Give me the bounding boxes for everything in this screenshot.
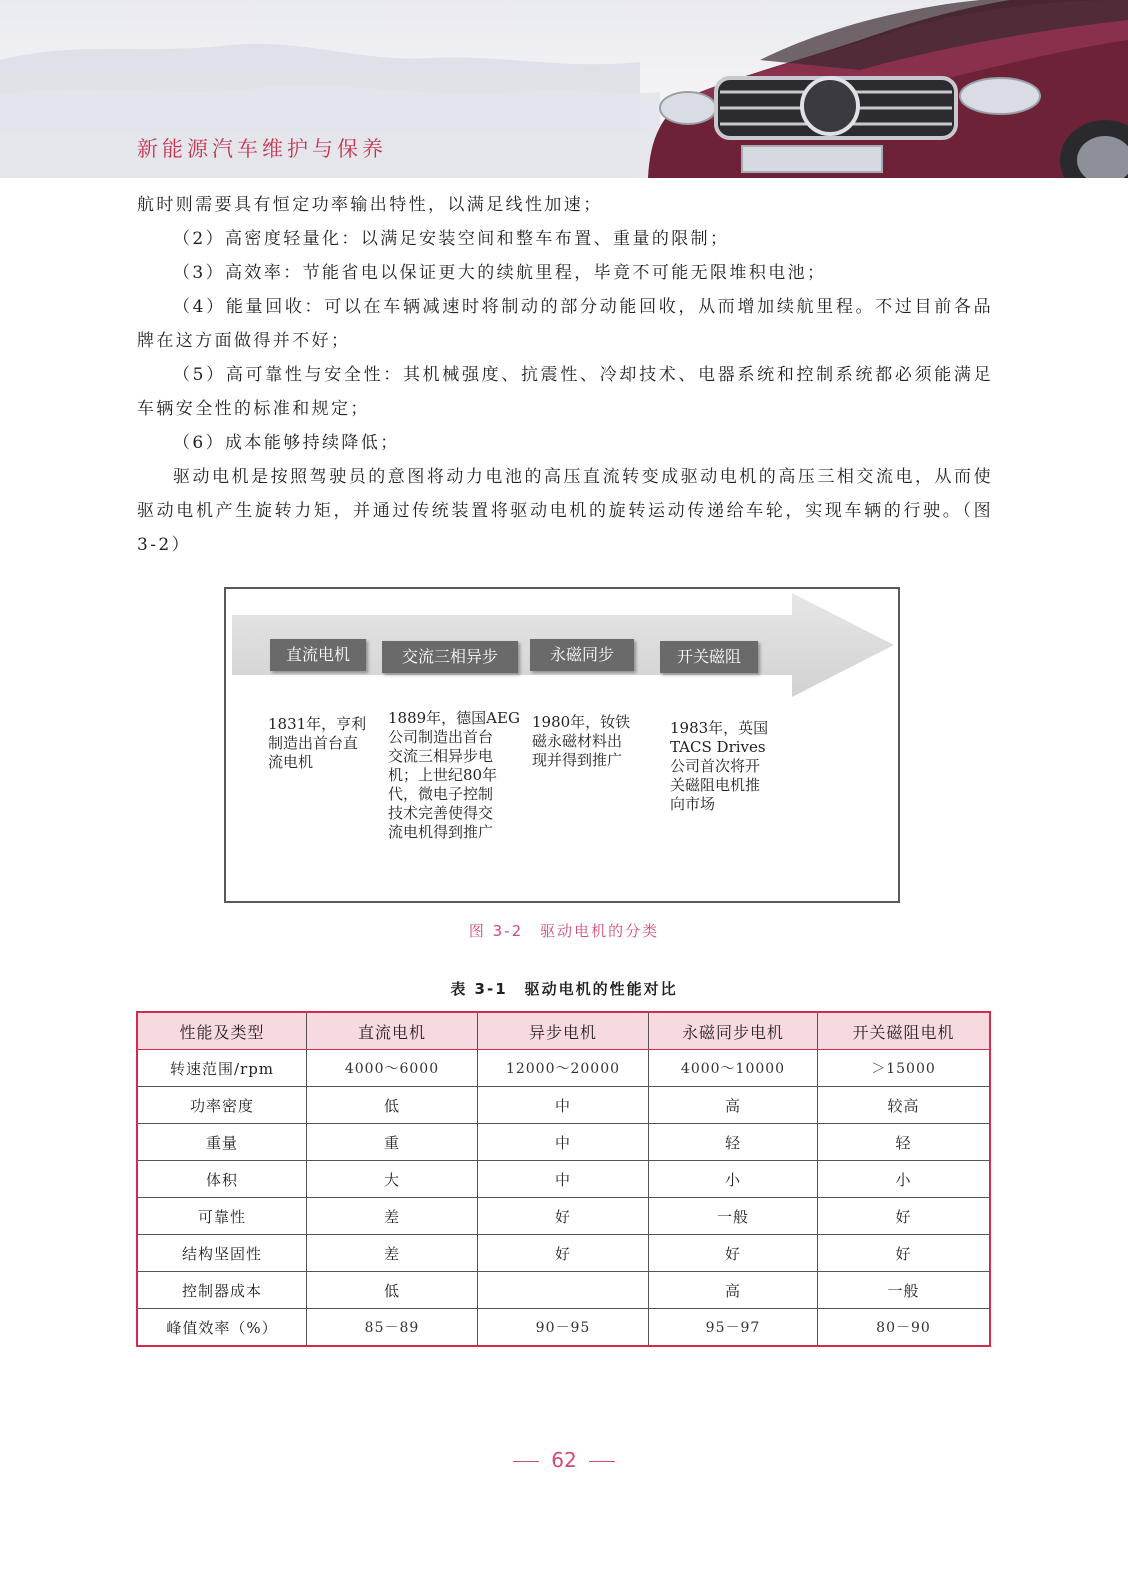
- row-header: 体积: [137, 1161, 307, 1198]
- table-cell: 好: [649, 1235, 818, 1272]
- table-cell: 中: [478, 1124, 649, 1161]
- table-cell: 4000～10000: [649, 1050, 818, 1087]
- table-cell: 小: [818, 1161, 991, 1198]
- figure-caption: 图 3-2 驱动电机的分类: [468, 922, 660, 940]
- table-cell: 轻: [818, 1124, 991, 1161]
- table-row: [137, 1198, 990, 1235]
- paragraph: （5）高可靠性与安全性：其机械强度、抗震性、冷却技术、电器系统和控制系统都必须能满足车辆安全性的标准和规定；: [137, 365, 993, 419]
- table-cell: 高: [649, 1272, 818, 1309]
- table-cell: 好: [818, 1235, 991, 1272]
- book-title: 新能源汽车维护与保养: [137, 137, 387, 161]
- table-cell: 小: [649, 1161, 818, 1198]
- table-cell: 4000～6000: [307, 1050, 478, 1087]
- table-row: [137, 1161, 990, 1198]
- table-cell: 好: [478, 1235, 649, 1272]
- stage-label: 交流三相异步: [382, 641, 518, 673]
- page-number-dash: [513, 1461, 539, 1462]
- table-cell: 12000～20000: [478, 1050, 649, 1087]
- performance-table: [136, 1011, 991, 1347]
- table-cell: ＞15000: [818, 1050, 991, 1087]
- row-header: 结构坚固性: [137, 1235, 307, 1272]
- paragraph: （6）成本能够持续降低；: [173, 433, 400, 453]
- table-cell: 高: [649, 1087, 818, 1124]
- stage-label: 开关磁阻: [660, 641, 758, 673]
- table-cell: 95－97: [649, 1309, 818, 1347]
- table-row: [137, 1050, 990, 1087]
- table-cell: 好: [478, 1198, 649, 1235]
- paragraph: （3）高效率：节能省电以保证更大的续航里程，毕竟不可能无限堆积电池；: [173, 263, 827, 283]
- header-banner: [0, 0, 1128, 178]
- body-text: [137, 188, 993, 562]
- stage-description: 1831年，亨利 制造出首台直 流电机: [268, 715, 367, 771]
- table-cell: 重: [307, 1124, 478, 1161]
- column-header: 永磁同步电机: [649, 1012, 818, 1050]
- table-cell: 轻: [649, 1124, 818, 1161]
- table-cell: 80－90: [818, 1309, 991, 1347]
- paragraph: （4）能量回收：可以在车辆减速时将制动的部分动能回收，从而增加续航里程。不过目前各品牌在这方面做得并不好；: [137, 297, 993, 351]
- stage-description: 1980年，钕铁 磁永磁材料出 现并得到推广: [532, 713, 631, 769]
- table-row: [137, 1124, 990, 1161]
- table-cell: 差: [307, 1235, 478, 1272]
- paragraph: （2）高密度轻量化：以满足安装空间和整车布置、重量的限制；: [173, 229, 730, 249]
- table-row: [137, 1309, 990, 1347]
- table-caption: 表 3-1 驱动电机的性能对比: [450, 980, 678, 998]
- column-header: 性能及类型: [137, 1012, 307, 1050]
- paragraph: 航时则需要具有恒定功率输出特性，以满足线性加速；: [137, 195, 603, 215]
- page-number-dash: [589, 1461, 615, 1462]
- table-cell: 一般: [649, 1198, 818, 1235]
- table-cell: 差: [307, 1198, 478, 1235]
- row-header: 重量: [137, 1124, 307, 1161]
- table-row: [137, 1235, 990, 1272]
- row-header: 控制器成本: [137, 1272, 307, 1309]
- stage-label: 直流电机: [270, 639, 366, 671]
- table-cell: 较高: [818, 1087, 991, 1124]
- table-cell: 85－89: [307, 1309, 478, 1347]
- row-header: 转速范围/rpm: [137, 1050, 307, 1087]
- stage-label: 永磁同步: [530, 639, 634, 671]
- table-cell: 中: [478, 1161, 649, 1198]
- table-cell: 90－95: [478, 1309, 649, 1347]
- stage-description: 1983年，英国 TACS Drives 公司首次将开 关磁阻电机推 向市场: [670, 719, 769, 813]
- stage-description: 1889年，德国AEG 公司制造出首台 交流三相异步电 机；上世纪80年 代，微电子控制 技术完善使得交 流电机得到推广: [388, 709, 520, 841]
- table-cell: 低: [307, 1087, 478, 1124]
- motor-classification-figure: [224, 587, 900, 903]
- column-header: 开关磁阻电机: [818, 1012, 991, 1050]
- page-number: 62: [0, 1448, 1128, 1472]
- row-header: 峰值效率（%）: [137, 1309, 307, 1347]
- table-cell: 中: [478, 1087, 649, 1124]
- table-cell: 大: [307, 1161, 478, 1198]
- row-header: 功率密度: [137, 1087, 307, 1124]
- column-header: 异步电机: [478, 1012, 649, 1050]
- table-header-row: [137, 1012, 990, 1050]
- table-cell: [478, 1272, 649, 1309]
- table-cell: 低: [307, 1272, 478, 1309]
- table-cell: 一般: [818, 1272, 991, 1309]
- row-header: 可靠性: [137, 1198, 307, 1235]
- table-row: [137, 1087, 990, 1124]
- table-row: [137, 1272, 990, 1309]
- paragraph: 驱动电机是按照驾驶员的意图将动力电池的高压直流转变成驱动电机的高压三相交流电，从而使驱动电机产生旋转力矩，并通过传统装置将驱动电机的旋转运动传递给车轮，实现车辆的行驶。（图 3-2）: [137, 467, 993, 555]
- table-cell: 好: [818, 1198, 991, 1235]
- column-header: 直流电机: [307, 1012, 478, 1050]
